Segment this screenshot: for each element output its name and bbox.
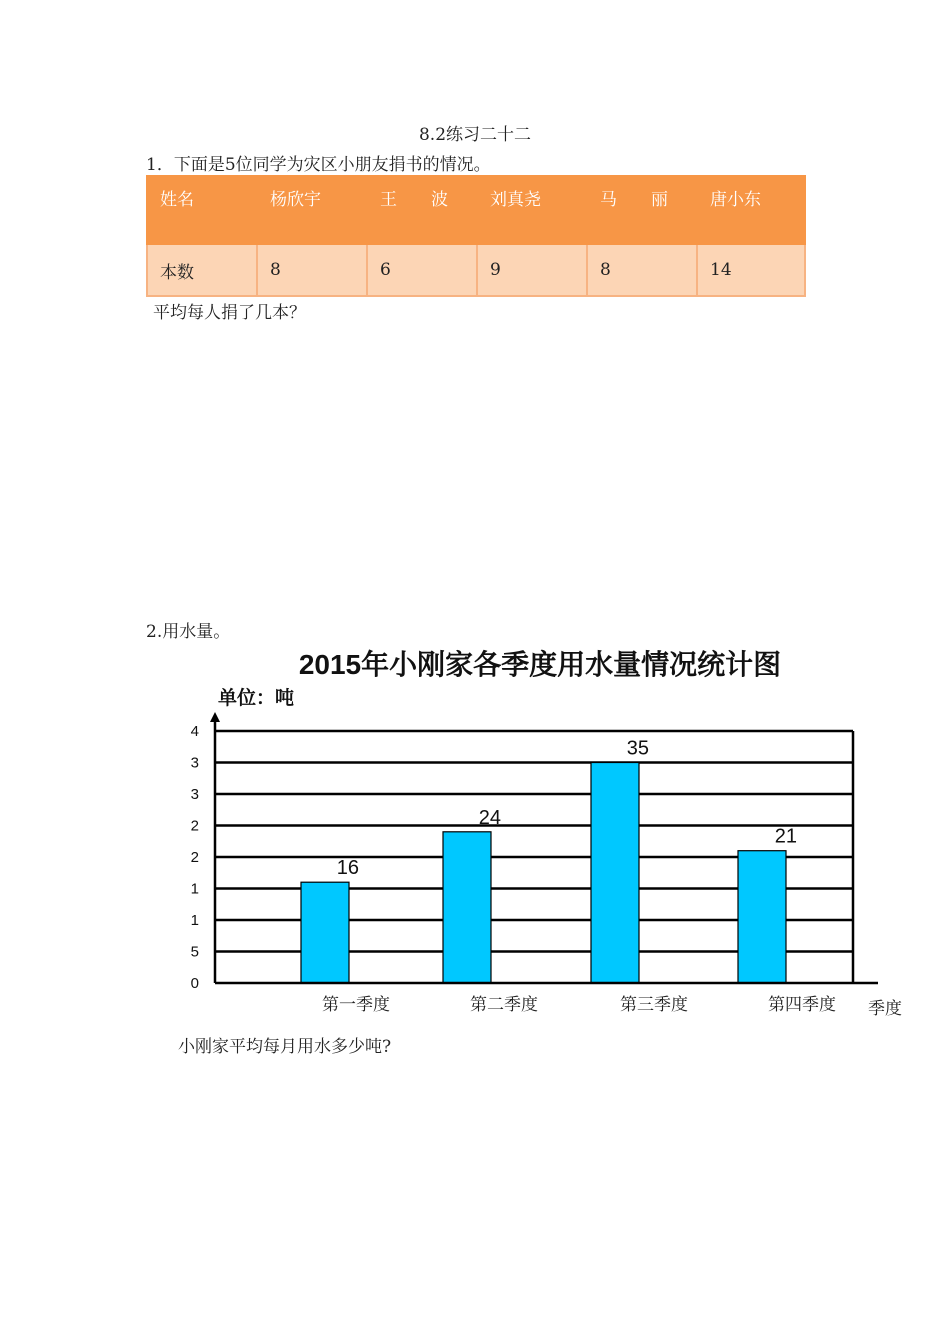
bar-data-label: 16: [336, 857, 359, 880]
x-category-label: 第一季度: [322, 995, 390, 1015]
water-usage-bar-chart: [170, 700, 890, 1030]
x-category-label: 第二季度: [470, 995, 538, 1015]
bar: [301, 882, 349, 983]
chart-title: 2015年小刚家各季度用水量情况统计图: [298, 649, 782, 680]
bar-data-label: 21: [774, 825, 797, 848]
bar: [443, 832, 491, 983]
chart-bars: [301, 763, 786, 984]
student-name: 刘真尧: [477, 176, 587, 244]
chart-x-categories: [322, 995, 836, 1015]
book-count: 14: [697, 244, 805, 296]
question-1-followup: 平均每人捐了几本？: [153, 303, 306, 323]
page-title: 8.2练习二十二: [418, 125, 532, 145]
x-category-label: 第三季度: [620, 995, 688, 1015]
y-tick-label: 3: [190, 786, 199, 803]
student-name: 王 波: [367, 176, 477, 244]
question-2-prompt: 2.用水量。: [146, 622, 231, 642]
book-count: 8: [257, 244, 367, 296]
chart-x-axis-title: 季度: [868, 999, 902, 1019]
y-tick-label: 4: [190, 723, 199, 740]
y-tick-label: 1: [190, 880, 199, 898]
book-count: 6: [367, 244, 477, 296]
chart-y-ticks: [191, 723, 199, 992]
y-tick-label: 0: [190, 975, 199, 992]
row-count-label: 本数: [147, 244, 257, 296]
bar-data-label: 24: [478, 806, 501, 829]
y-tick-label: 5: [190, 943, 199, 961]
header-name-label: 姓名: [147, 176, 257, 244]
book-donation-table: [146, 175, 806, 297]
table-header-row: [147, 176, 805, 244]
y-tick-label: 2: [190, 817, 199, 835]
question-2-followup: 小刚家平均每月用水多少吨?: [178, 1037, 392, 1057]
bar-data-label: 35: [626, 737, 649, 760]
student-name: 杨欣宇: [257, 176, 367, 244]
book-count: 9: [477, 244, 587, 296]
bar: [738, 851, 786, 983]
y-axis-arrow: [210, 712, 220, 722]
x-category-label: 第四季度: [768, 995, 836, 1015]
question-1-prompt: 1．下面是5位同学为灾区小朋友捐书的情况。: [146, 155, 491, 175]
chart-unit-label: 单位：吨: [218, 688, 295, 709]
y-tick-label: 1: [190, 912, 199, 929]
book-count: 8: [587, 244, 697, 296]
student-name: 唐小东: [697, 176, 805, 244]
table-row: [147, 244, 805, 296]
student-name: 马 丽: [587, 176, 697, 244]
bar: [591, 763, 639, 984]
y-tick-label: 3: [190, 754, 199, 772]
y-tick-label: 2: [190, 849, 199, 866]
